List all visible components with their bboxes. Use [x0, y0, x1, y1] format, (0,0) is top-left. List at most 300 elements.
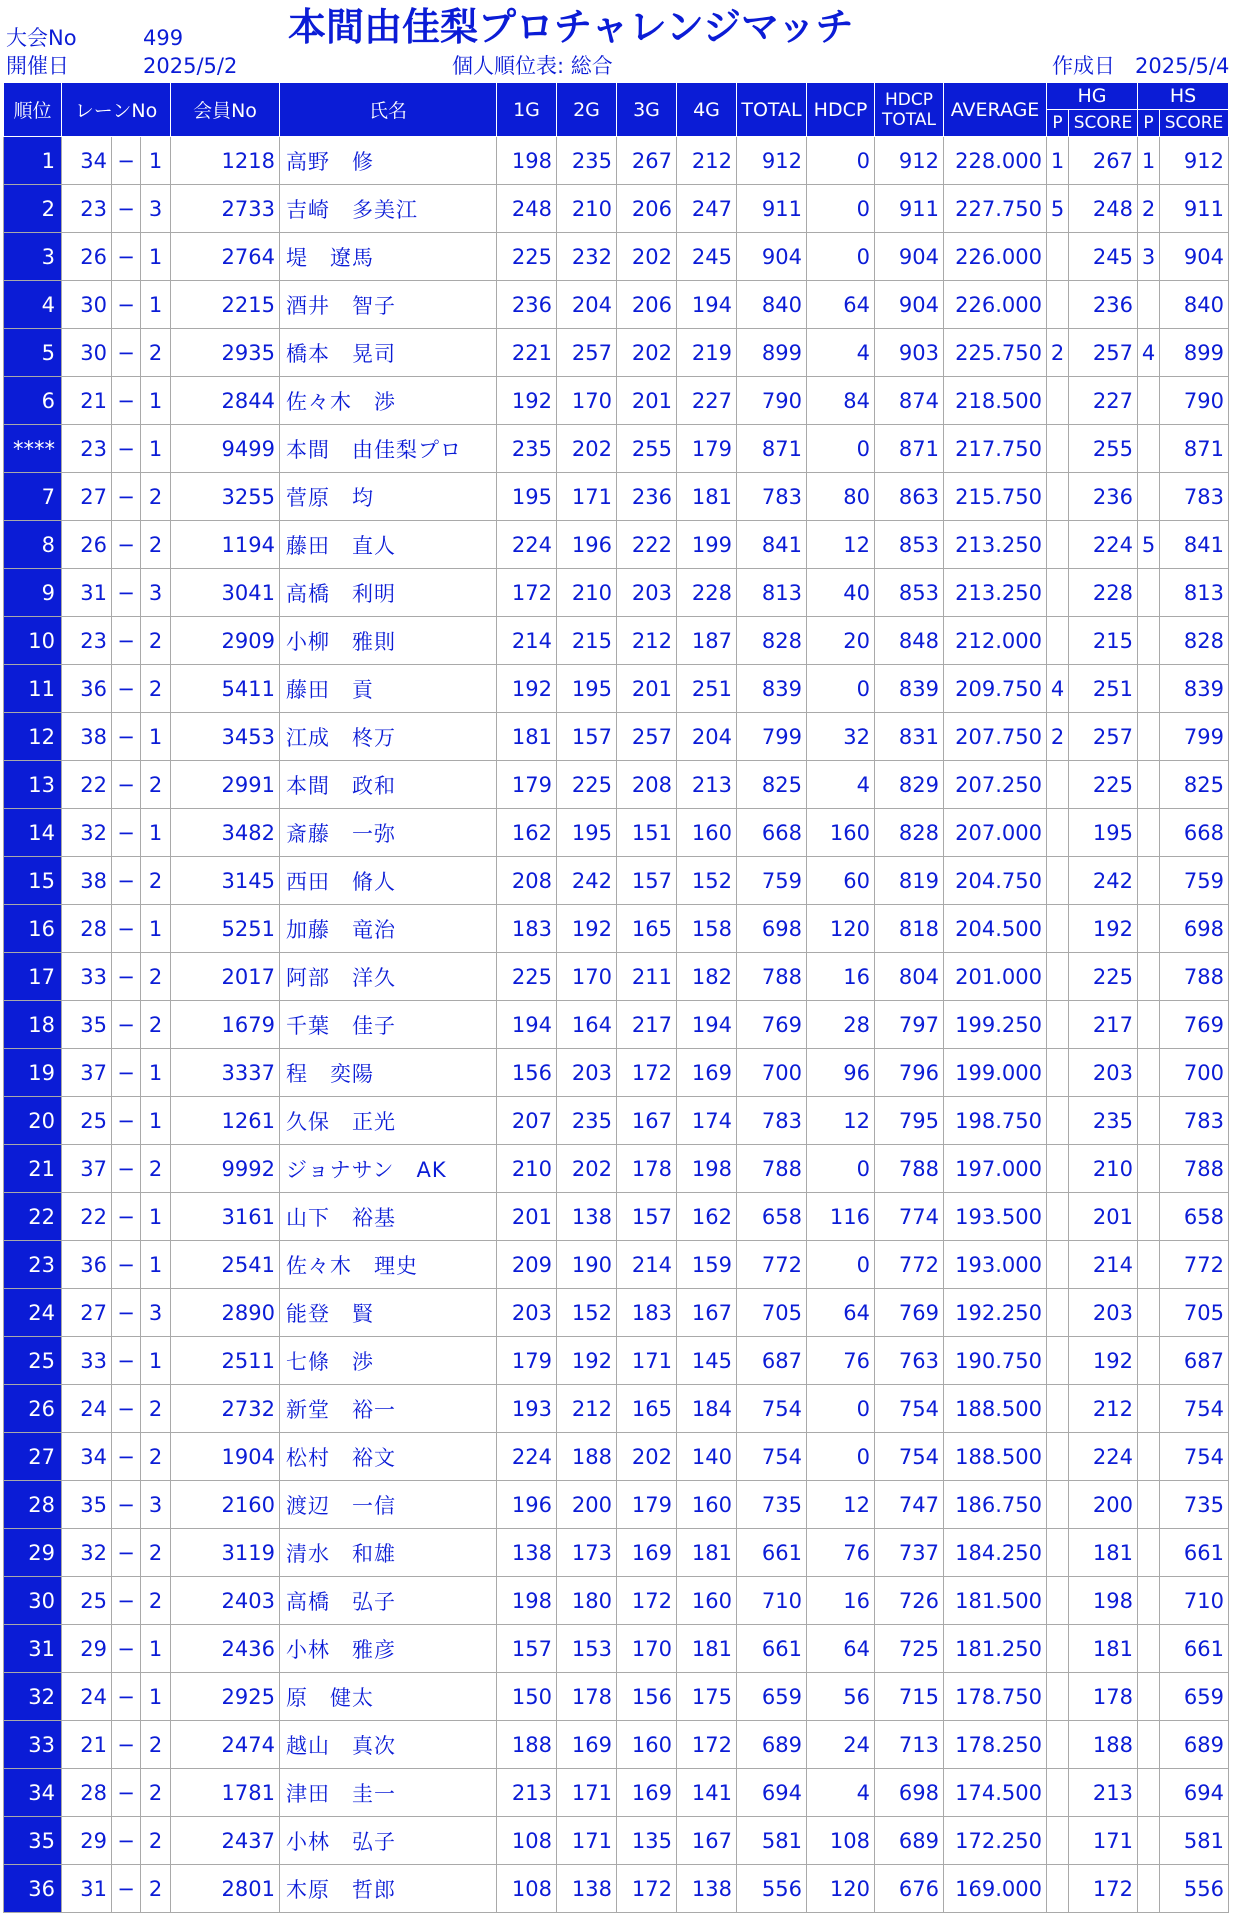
handicap-total: 863	[875, 473, 944, 521]
rank-cell: 4	[4, 281, 62, 329]
player-name: 堤 遼馬	[280, 233, 497, 281]
lane-cell: 36	[62, 665, 112, 713]
high-series-place	[1138, 1193, 1160, 1241]
handicap-total: 904	[875, 281, 944, 329]
col-member: 会員No	[171, 83, 280, 137]
average-score: 172.250	[944, 1817, 1047, 1865]
high-game-score: 236	[1069, 473, 1138, 521]
average-score: 226.000	[944, 233, 1047, 281]
game4-score: 184	[677, 1385, 737, 1433]
member-no-cell: 2935	[171, 329, 280, 377]
game2-score: 210	[557, 569, 617, 617]
game3-score: 135	[617, 1817, 677, 1865]
lane-dash: −	[112, 1769, 141, 1817]
lane-cell: 37	[62, 1049, 112, 1097]
high-series-place	[1138, 1145, 1160, 1193]
lane-cell: 33	[62, 953, 112, 1001]
total-score: 661	[737, 1625, 807, 1673]
game3-score: 214	[617, 1241, 677, 1289]
rank-cell: 27	[4, 1433, 62, 1481]
col-hs: HS	[1138, 83, 1229, 110]
table-row	[4, 1673, 1229, 1721]
high-game-score: 267	[1069, 137, 1138, 185]
average-score: 184.250	[944, 1529, 1047, 1577]
average-score: 193.500	[944, 1193, 1047, 1241]
high-series-score: 841	[1160, 521, 1229, 569]
col-hg-p: P	[1047, 110, 1069, 137]
table-row	[4, 905, 1229, 953]
high-series-score: 899	[1160, 329, 1229, 377]
lane-cell: 31	[62, 1865, 112, 1913]
game2-score: 171	[557, 473, 617, 521]
player-name: 小林 弘子	[280, 1817, 497, 1865]
high-series-place	[1138, 1769, 1160, 1817]
handicap-total: 754	[875, 1433, 944, 1481]
high-series-place: 4	[1138, 329, 1160, 377]
table-row	[4, 1721, 1229, 1769]
member-no-cell: 2403	[171, 1577, 280, 1625]
rank-cell: 10	[4, 617, 62, 665]
average-score: 204.500	[944, 905, 1047, 953]
high-series-place	[1138, 665, 1160, 713]
high-series-place: 3	[1138, 233, 1160, 281]
total-score: 710	[737, 1577, 807, 1625]
lane-sub-cell: 1	[141, 425, 171, 473]
handicap: 64	[807, 1289, 875, 1337]
member-no-cell: 5411	[171, 665, 280, 713]
col-lane: レーンNo	[62, 83, 171, 137]
game1-score: 236	[497, 281, 557, 329]
game3-score: 202	[617, 1433, 677, 1481]
lane-cell: 31	[62, 569, 112, 617]
table-row	[4, 329, 1229, 377]
lane-cell: 23	[62, 425, 112, 473]
handicap-total: 725	[875, 1625, 944, 1673]
high-series-score: 694	[1160, 1769, 1229, 1817]
game3-score: 206	[617, 185, 677, 233]
game1-score: 179	[497, 1337, 557, 1385]
player-name: 清水 和雄	[280, 1529, 497, 1577]
member-no-cell: 2909	[171, 617, 280, 665]
handicap-total: 848	[875, 617, 944, 665]
game3-score: 201	[617, 377, 677, 425]
lane-cell: 29	[62, 1817, 112, 1865]
member-no-cell: 2991	[171, 761, 280, 809]
game1-score: 207	[497, 1097, 557, 1145]
game3-score: 151	[617, 809, 677, 857]
lane-cell: 27	[62, 1289, 112, 1337]
member-no-cell: 1904	[171, 1433, 280, 1481]
high-game-score: 200	[1069, 1481, 1138, 1529]
rank-cell: 6	[4, 377, 62, 425]
total-score: 687	[737, 1337, 807, 1385]
high-series-place	[1138, 1865, 1160, 1913]
game2-score: 225	[557, 761, 617, 809]
lane-sub-cell: 1	[141, 713, 171, 761]
high-game-score: 257	[1069, 713, 1138, 761]
lane-sub-cell: 2	[141, 1865, 171, 1913]
average-score: 227.750	[944, 185, 1047, 233]
high-game-score: 224	[1069, 1433, 1138, 1481]
handicap-total: 689	[875, 1817, 944, 1865]
rank-cell: 28	[4, 1481, 62, 1529]
high-series-score: 668	[1160, 809, 1229, 857]
game4-score: 160	[677, 1577, 737, 1625]
game2-score: 257	[557, 329, 617, 377]
game1-score: 157	[497, 1625, 557, 1673]
player-name: 能登 賢	[280, 1289, 497, 1337]
lane-sub-cell: 3	[141, 1289, 171, 1337]
col-hs-score: SCORE	[1160, 110, 1229, 137]
high-game-score: 251	[1069, 665, 1138, 713]
handicap: 0	[807, 1433, 875, 1481]
game1-score: 150	[497, 1673, 557, 1721]
game2-score: 171	[557, 1769, 617, 1817]
table-row	[4, 857, 1229, 905]
handicap-total: 831	[875, 713, 944, 761]
table-row	[4, 1289, 1229, 1337]
game3-score: 267	[617, 137, 677, 185]
game1-score: 194	[497, 1001, 557, 1049]
high-series-score: 754	[1160, 1385, 1229, 1433]
game2-score: 153	[557, 1625, 617, 1673]
high-series-score: 759	[1160, 857, 1229, 905]
table-row	[4, 1337, 1229, 1385]
game4-score: 167	[677, 1289, 737, 1337]
high-game-place	[1047, 1193, 1069, 1241]
average-score: 169.000	[944, 1865, 1047, 1913]
member-no-cell: 3041	[171, 569, 280, 617]
high-game-place	[1047, 1001, 1069, 1049]
col-name: 氏名	[280, 83, 497, 137]
player-name: 千葉 佳子	[280, 1001, 497, 1049]
member-no-cell: 2801	[171, 1865, 280, 1913]
high-series-score: 769	[1160, 1001, 1229, 1049]
handicap: 116	[807, 1193, 875, 1241]
table-row	[4, 425, 1229, 473]
handicap-total: 874	[875, 377, 944, 425]
lane-sub-cell: 2	[141, 1769, 171, 1817]
game3-score: 255	[617, 425, 677, 473]
member-no-cell: 3161	[171, 1193, 280, 1241]
high-game-score: 171	[1069, 1817, 1138, 1865]
high-game-score: 213	[1069, 1769, 1138, 1817]
high-game-place	[1047, 1673, 1069, 1721]
lane-dash: −	[112, 1433, 141, 1481]
handicap: 4	[807, 1769, 875, 1817]
created-label: 作成日	[1052, 54, 1115, 78]
game4-score: 181	[677, 473, 737, 521]
rank-cell: 14	[4, 809, 62, 857]
average-score: 226.000	[944, 281, 1047, 329]
member-no-cell: 1781	[171, 1769, 280, 1817]
game4-score: 212	[677, 137, 737, 185]
game1-score: 225	[497, 233, 557, 281]
high-series-place	[1138, 1337, 1160, 1385]
high-series-place	[1138, 953, 1160, 1001]
handicap-total: 819	[875, 857, 944, 905]
high-game-place	[1047, 1769, 1069, 1817]
high-game-place	[1047, 761, 1069, 809]
col-hdcp: HDCP	[807, 83, 875, 137]
date-label: 開催日	[6, 54, 69, 78]
player-name: 木原 哲郎	[280, 1865, 497, 1913]
game4-score: 141	[677, 1769, 737, 1817]
col-hdcp-total	[875, 83, 944, 137]
lane-cell: 32	[62, 1529, 112, 1577]
high-series-score: 658	[1160, 1193, 1229, 1241]
total-score: 661	[737, 1529, 807, 1577]
handicap-total: 698	[875, 1769, 944, 1817]
game1-score: 224	[497, 521, 557, 569]
handicap: 0	[807, 185, 875, 233]
game1-score: 183	[497, 905, 557, 953]
high-game-place	[1047, 1385, 1069, 1433]
member-no-cell: 3145	[171, 857, 280, 905]
high-series-score: 687	[1160, 1337, 1229, 1385]
lane-cell: 23	[62, 185, 112, 233]
total-score: 839	[737, 665, 807, 713]
member-no-cell: 9992	[171, 1145, 280, 1193]
high-game-place	[1047, 905, 1069, 953]
lane-sub-cell: 2	[141, 1001, 171, 1049]
high-game-place	[1047, 857, 1069, 905]
handicap-total: 903	[875, 329, 944, 377]
player-name: 斎藤 一弥	[280, 809, 497, 857]
total-score: 705	[737, 1289, 807, 1337]
lane-sub-cell: 2	[141, 1817, 171, 1865]
game1-score: 162	[497, 809, 557, 857]
average-score: 213.250	[944, 569, 1047, 617]
high-game-score: 248	[1069, 185, 1138, 233]
total-score: 668	[737, 809, 807, 857]
handicap-total: 871	[875, 425, 944, 473]
game4-score: 172	[677, 1721, 737, 1769]
game3-score: 165	[617, 905, 677, 953]
average-score: 204.750	[944, 857, 1047, 905]
total-score: 788	[737, 1145, 807, 1193]
game3-score: 169	[617, 1769, 677, 1817]
game2-score: 195	[557, 809, 617, 857]
col-hdcp-total-line1: HDCP	[885, 89, 933, 110]
rank-cell: 25	[4, 1337, 62, 1385]
high-game-place	[1047, 809, 1069, 857]
high-series-place	[1138, 1385, 1160, 1433]
high-game-place	[1047, 1241, 1069, 1289]
average-score: 181.250	[944, 1625, 1047, 1673]
member-no-cell: 2017	[171, 953, 280, 1001]
game4-score: 179	[677, 425, 737, 473]
rank-cell: 5	[4, 329, 62, 377]
handicap-total: 829	[875, 761, 944, 809]
table-row	[4, 1625, 1229, 1673]
handicap: 64	[807, 281, 875, 329]
handicap: 160	[807, 809, 875, 857]
game2-score: 200	[557, 1481, 617, 1529]
high-series-score: 735	[1160, 1481, 1229, 1529]
player-name: 原 健太	[280, 1673, 497, 1721]
table-row	[4, 1433, 1229, 1481]
high-game-score: 195	[1069, 809, 1138, 857]
lane-cell: 27	[62, 473, 112, 521]
lane-dash: −	[112, 1097, 141, 1145]
table-row	[4, 569, 1229, 617]
game4-score: 228	[677, 569, 737, 617]
handicap: 120	[807, 905, 875, 953]
average-score: 217.750	[944, 425, 1047, 473]
high-game-place	[1047, 1481, 1069, 1529]
high-series-place	[1138, 1097, 1160, 1145]
high-series-score: 828	[1160, 617, 1229, 665]
player-name: 久保 正光	[280, 1097, 497, 1145]
total-score: 899	[737, 329, 807, 377]
game2-score: 178	[557, 1673, 617, 1721]
game3-score: 165	[617, 1385, 677, 1433]
col-hg: HG	[1047, 83, 1138, 110]
lane-dash: −	[112, 1049, 141, 1097]
lane-sub-cell: 1	[141, 1049, 171, 1097]
high-game-score: 172	[1069, 1865, 1138, 1913]
ranking-table	[3, 82, 1229, 1913]
lane-sub-cell: 1	[141, 1625, 171, 1673]
game4-score: 247	[677, 185, 737, 233]
col-average: AVERAGE	[944, 83, 1047, 137]
high-game-score: 198	[1069, 1577, 1138, 1625]
high-game-place	[1047, 1289, 1069, 1337]
game1-score: 235	[497, 425, 557, 473]
lane-dash: −	[112, 1241, 141, 1289]
high-game-place: 2	[1047, 713, 1069, 761]
handicap-total: 715	[875, 1673, 944, 1721]
lane-dash: −	[112, 329, 141, 377]
game4-score: 182	[677, 953, 737, 1001]
high-game-place	[1047, 1145, 1069, 1193]
lane-cell: 32	[62, 809, 112, 857]
game1-score: 248	[497, 185, 557, 233]
table-row	[4, 953, 1229, 1001]
game3-score: 257	[617, 713, 677, 761]
game1-score: 208	[497, 857, 557, 905]
high-game-score: 181	[1069, 1625, 1138, 1673]
handicap: 60	[807, 857, 875, 905]
average-score: 197.000	[944, 1145, 1047, 1193]
player-name: 小柳 雅則	[280, 617, 497, 665]
game4-score: 181	[677, 1625, 737, 1673]
game1-score: 138	[497, 1529, 557, 1577]
lane-sub-cell: 2	[141, 1385, 171, 1433]
game2-score: 202	[557, 425, 617, 473]
rank-cell: 11	[4, 665, 62, 713]
member-no-cell: 1261	[171, 1097, 280, 1145]
high-game-place: 2	[1047, 329, 1069, 377]
lane-cell: 29	[62, 1625, 112, 1673]
game2-score: 170	[557, 377, 617, 425]
game2-score: 192	[557, 1337, 617, 1385]
rank-cell: 1	[4, 137, 62, 185]
high-series-score: 799	[1160, 713, 1229, 761]
player-name: 高野 修	[280, 137, 497, 185]
game2-score: 138	[557, 1865, 617, 1913]
game1-score: 198	[497, 1577, 557, 1625]
high-game-score: 178	[1069, 1673, 1138, 1721]
game1-score: 224	[497, 1433, 557, 1481]
high-game-score: 255	[1069, 425, 1138, 473]
lane-dash: −	[112, 665, 141, 713]
game2-score: 195	[557, 665, 617, 713]
lane-cell: 33	[62, 1337, 112, 1385]
high-series-place	[1138, 1673, 1160, 1721]
average-score: 218.500	[944, 377, 1047, 425]
table-row	[4, 281, 1229, 329]
game1-score: 188	[497, 1721, 557, 1769]
handicap: 0	[807, 233, 875, 281]
game2-score: 210	[557, 185, 617, 233]
game3-score: 211	[617, 953, 677, 1001]
high-game-score: 192	[1069, 905, 1138, 953]
handicap-total: 804	[875, 953, 944, 1001]
average-score: 199.250	[944, 1001, 1047, 1049]
game1-score: 192	[497, 665, 557, 713]
lane-sub-cell: 3	[141, 1481, 171, 1529]
lane-dash: −	[112, 713, 141, 761]
game2-score: 203	[557, 1049, 617, 1097]
lane-dash: −	[112, 233, 141, 281]
col-rank: 順位	[4, 83, 62, 137]
total-score: 659	[737, 1673, 807, 1721]
high-series-score: 661	[1160, 1529, 1229, 1577]
table-row	[4, 1769, 1229, 1817]
game4-score: 194	[677, 1001, 737, 1049]
high-game-place	[1047, 1433, 1069, 1481]
player-name: 藤田 直人	[280, 521, 497, 569]
game1-score: 108	[497, 1865, 557, 1913]
lane-cell: 34	[62, 1433, 112, 1481]
average-score: 199.000	[944, 1049, 1047, 1097]
rank-cell: 36	[4, 1865, 62, 1913]
high-series-place	[1138, 1433, 1160, 1481]
member-no-cell: 3119	[171, 1529, 280, 1577]
high-game-place	[1047, 1865, 1069, 1913]
member-no-cell: 3453	[171, 713, 280, 761]
game2-score: 204	[557, 281, 617, 329]
high-game-score: 217	[1069, 1001, 1138, 1049]
lane-cell: 22	[62, 1193, 112, 1241]
high-game-score: 227	[1069, 377, 1138, 425]
game2-score: 202	[557, 1145, 617, 1193]
total-score: 828	[737, 617, 807, 665]
game1-score: 192	[497, 377, 557, 425]
player-name: 佐々木 理史	[280, 1241, 497, 1289]
high-game-score: 225	[1069, 953, 1138, 1001]
player-name: ジョナサン AK	[280, 1145, 497, 1193]
player-name: 吉崎 多美江	[280, 185, 497, 233]
event-no-label: 大会No	[6, 26, 77, 50]
handicap-total: 797	[875, 1001, 944, 1049]
col-g3: 3G	[617, 83, 677, 137]
game4-score: 159	[677, 1241, 737, 1289]
game1-score: 210	[497, 1145, 557, 1193]
high-game-place	[1047, 1721, 1069, 1769]
lane-sub-cell: 1	[141, 905, 171, 953]
lane-sub-cell: 2	[141, 761, 171, 809]
lane-dash: −	[112, 521, 141, 569]
player-name: 橋本 晃司	[280, 329, 497, 377]
average-score: 192.250	[944, 1289, 1047, 1337]
high-series-score: 825	[1160, 761, 1229, 809]
game4-score: 227	[677, 377, 737, 425]
rank-cell: 19	[4, 1049, 62, 1097]
member-no-cell: 1679	[171, 1001, 280, 1049]
